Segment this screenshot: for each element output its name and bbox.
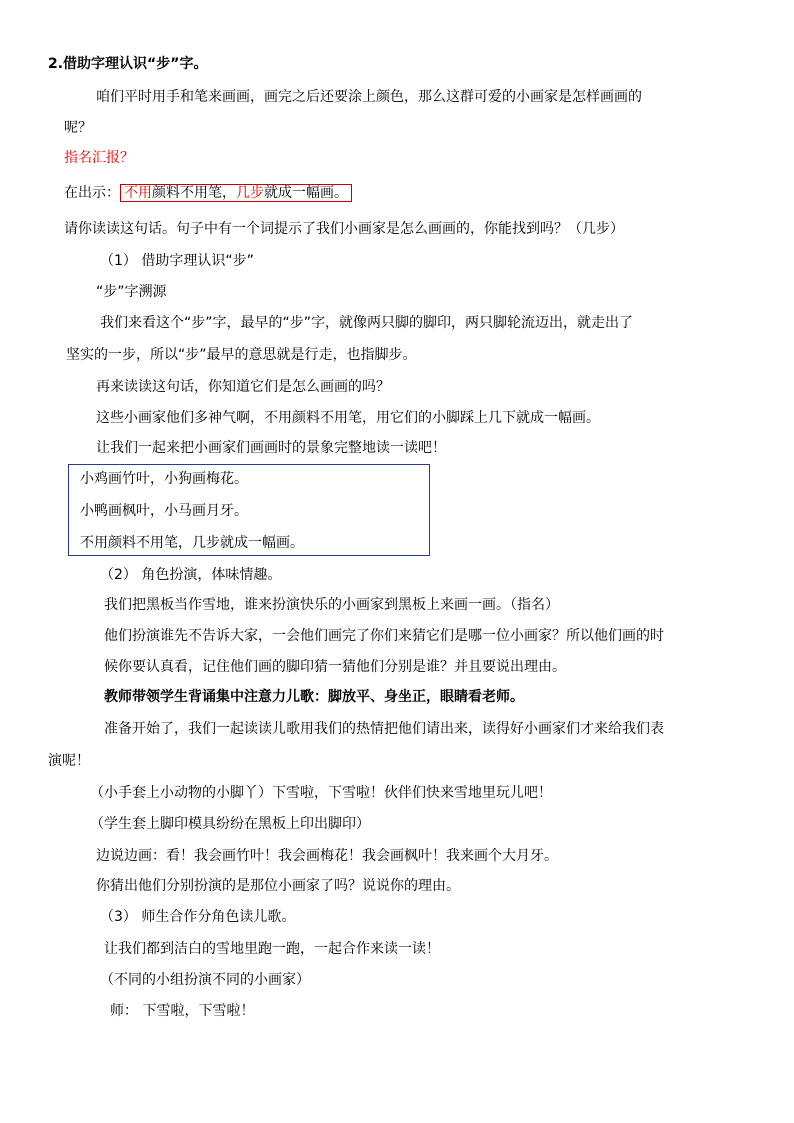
intro-line-2: 呢？: [64, 120, 92, 136]
subsection-2-title: （2） 角色扮演，体味情趣。: [100, 567, 282, 583]
footprint-note: （学生套上脚印模具纷纷在黑板上印出脚印）: [90, 816, 370, 832]
prepare-paragraph-line-2: 演呢！: [48, 753, 90, 769]
run-in-snow-line: 让我们都到洁白的雪地里跑一跑，一起合作来读一读！: [104, 941, 440, 957]
guess-question: 你猜出他们分别扮演的是那位小画家了吗？说说你的理由。: [96, 878, 460, 894]
origin-paragraph-line-2: 坚实的一步，所以“步”最早的意思就是行走，也指脚步。: [66, 347, 417, 363]
snow-line: （小手套上小动物的小脚丫）下雪啦，下雪啦！伙伴们快来雪地里玩儿吧！: [90, 785, 552, 801]
section-heading: 2.借助字理认识“步”字。: [48, 56, 208, 72]
painters-description: 这些小画家他们多神气啊，不用颜料不用笔，用它们的小脚踩上几下就成一幅画。: [96, 410, 600, 426]
report-prompt: 指名汇报？: [64, 150, 134, 166]
guess-paragraph-line-1: 他们扮演谁先不告诉大家，一会他们画完了你们来猜它们是哪一位小画家？所以他们画的时: [104, 628, 664, 644]
show-sentence-line: [64, 183, 352, 203]
show-prefix: 在出示：: [64, 185, 120, 201]
guess-paragraph-line-2: 候你要认真看，记住他们画的脚印猜一猜他们分别是谁？并且要说出理由。: [104, 659, 566, 675]
poem-line-2: 小鸭画枫叶，小马画月牙。: [80, 503, 248, 519]
subsection-1-title: （1） 借助字理认识“步”: [100, 253, 254, 269]
sentence-part-2: 颜料不用笔，: [152, 185, 236, 201]
teacher-line: 师： 下雪啦，下雪啦！: [110, 1003, 255, 1019]
highlight-buyong: 不用: [124, 185, 152, 201]
prepare-paragraph-line-1: 准备开始了，我们一起读读儿歌用我们的热情把他们请出来，读得好小画家们才来给我们表: [104, 721, 664, 737]
draw-while-speaking: 边说边画：看！我会画竹叶！我会画梅花！我会画枫叶！我来画个大月牙。: [96, 848, 558, 864]
group-roles-note: （不同的小组扮演不同的小画家）: [100, 972, 310, 988]
character-origin-title: “步”字溯源: [96, 284, 167, 300]
reread-question: 再来读读这句话，你知道它们是怎么画画的吗？: [96, 379, 390, 395]
intro-line-1: 咱们平时用手和笔来画画，画完之后还要涂上颜色，那么这群可爱的小画家是怎样画画的: [96, 89, 642, 105]
highlight-jibu: 几步: [236, 185, 264, 201]
attention-chant: 教师带领学生背诵集中注意力儿歌：脚放平、身坐正，眼睛看老师。: [104, 689, 524, 705]
origin-paragraph-line-1: 我们来看这个“步”字，最早的“步”字，就像两只脚的脚印，两只脚轮流迈出，就走出了: [100, 315, 634, 331]
poem-line-3: 不用颜料不用笔，几步就成一幅画。: [80, 535, 304, 551]
blackboard-paragraph: 我们把黑板当作雪地，谁来扮演快乐的小画家到黑板上来画一画。（指名）: [104, 597, 559, 613]
sentence-part-4: 就成一幅画。: [264, 185, 348, 201]
poem-line-1: 小鸡画竹叶，小狗画梅花。: [80, 471, 248, 487]
subsection-3-title: （3） 师生合作分角色读儿歌。: [100, 909, 296, 925]
read-sentence-question: 请你读读这句话。句子中有一个词提示了我们小画家是怎么画画的，你能找到吗？（几步）: [64, 221, 624, 237]
highlighted-sentence-box: [120, 184, 352, 202]
read-together-prompt: 让我们一起来把小画家们画画时的景象完整地读一读吧！: [96, 440, 446, 456]
